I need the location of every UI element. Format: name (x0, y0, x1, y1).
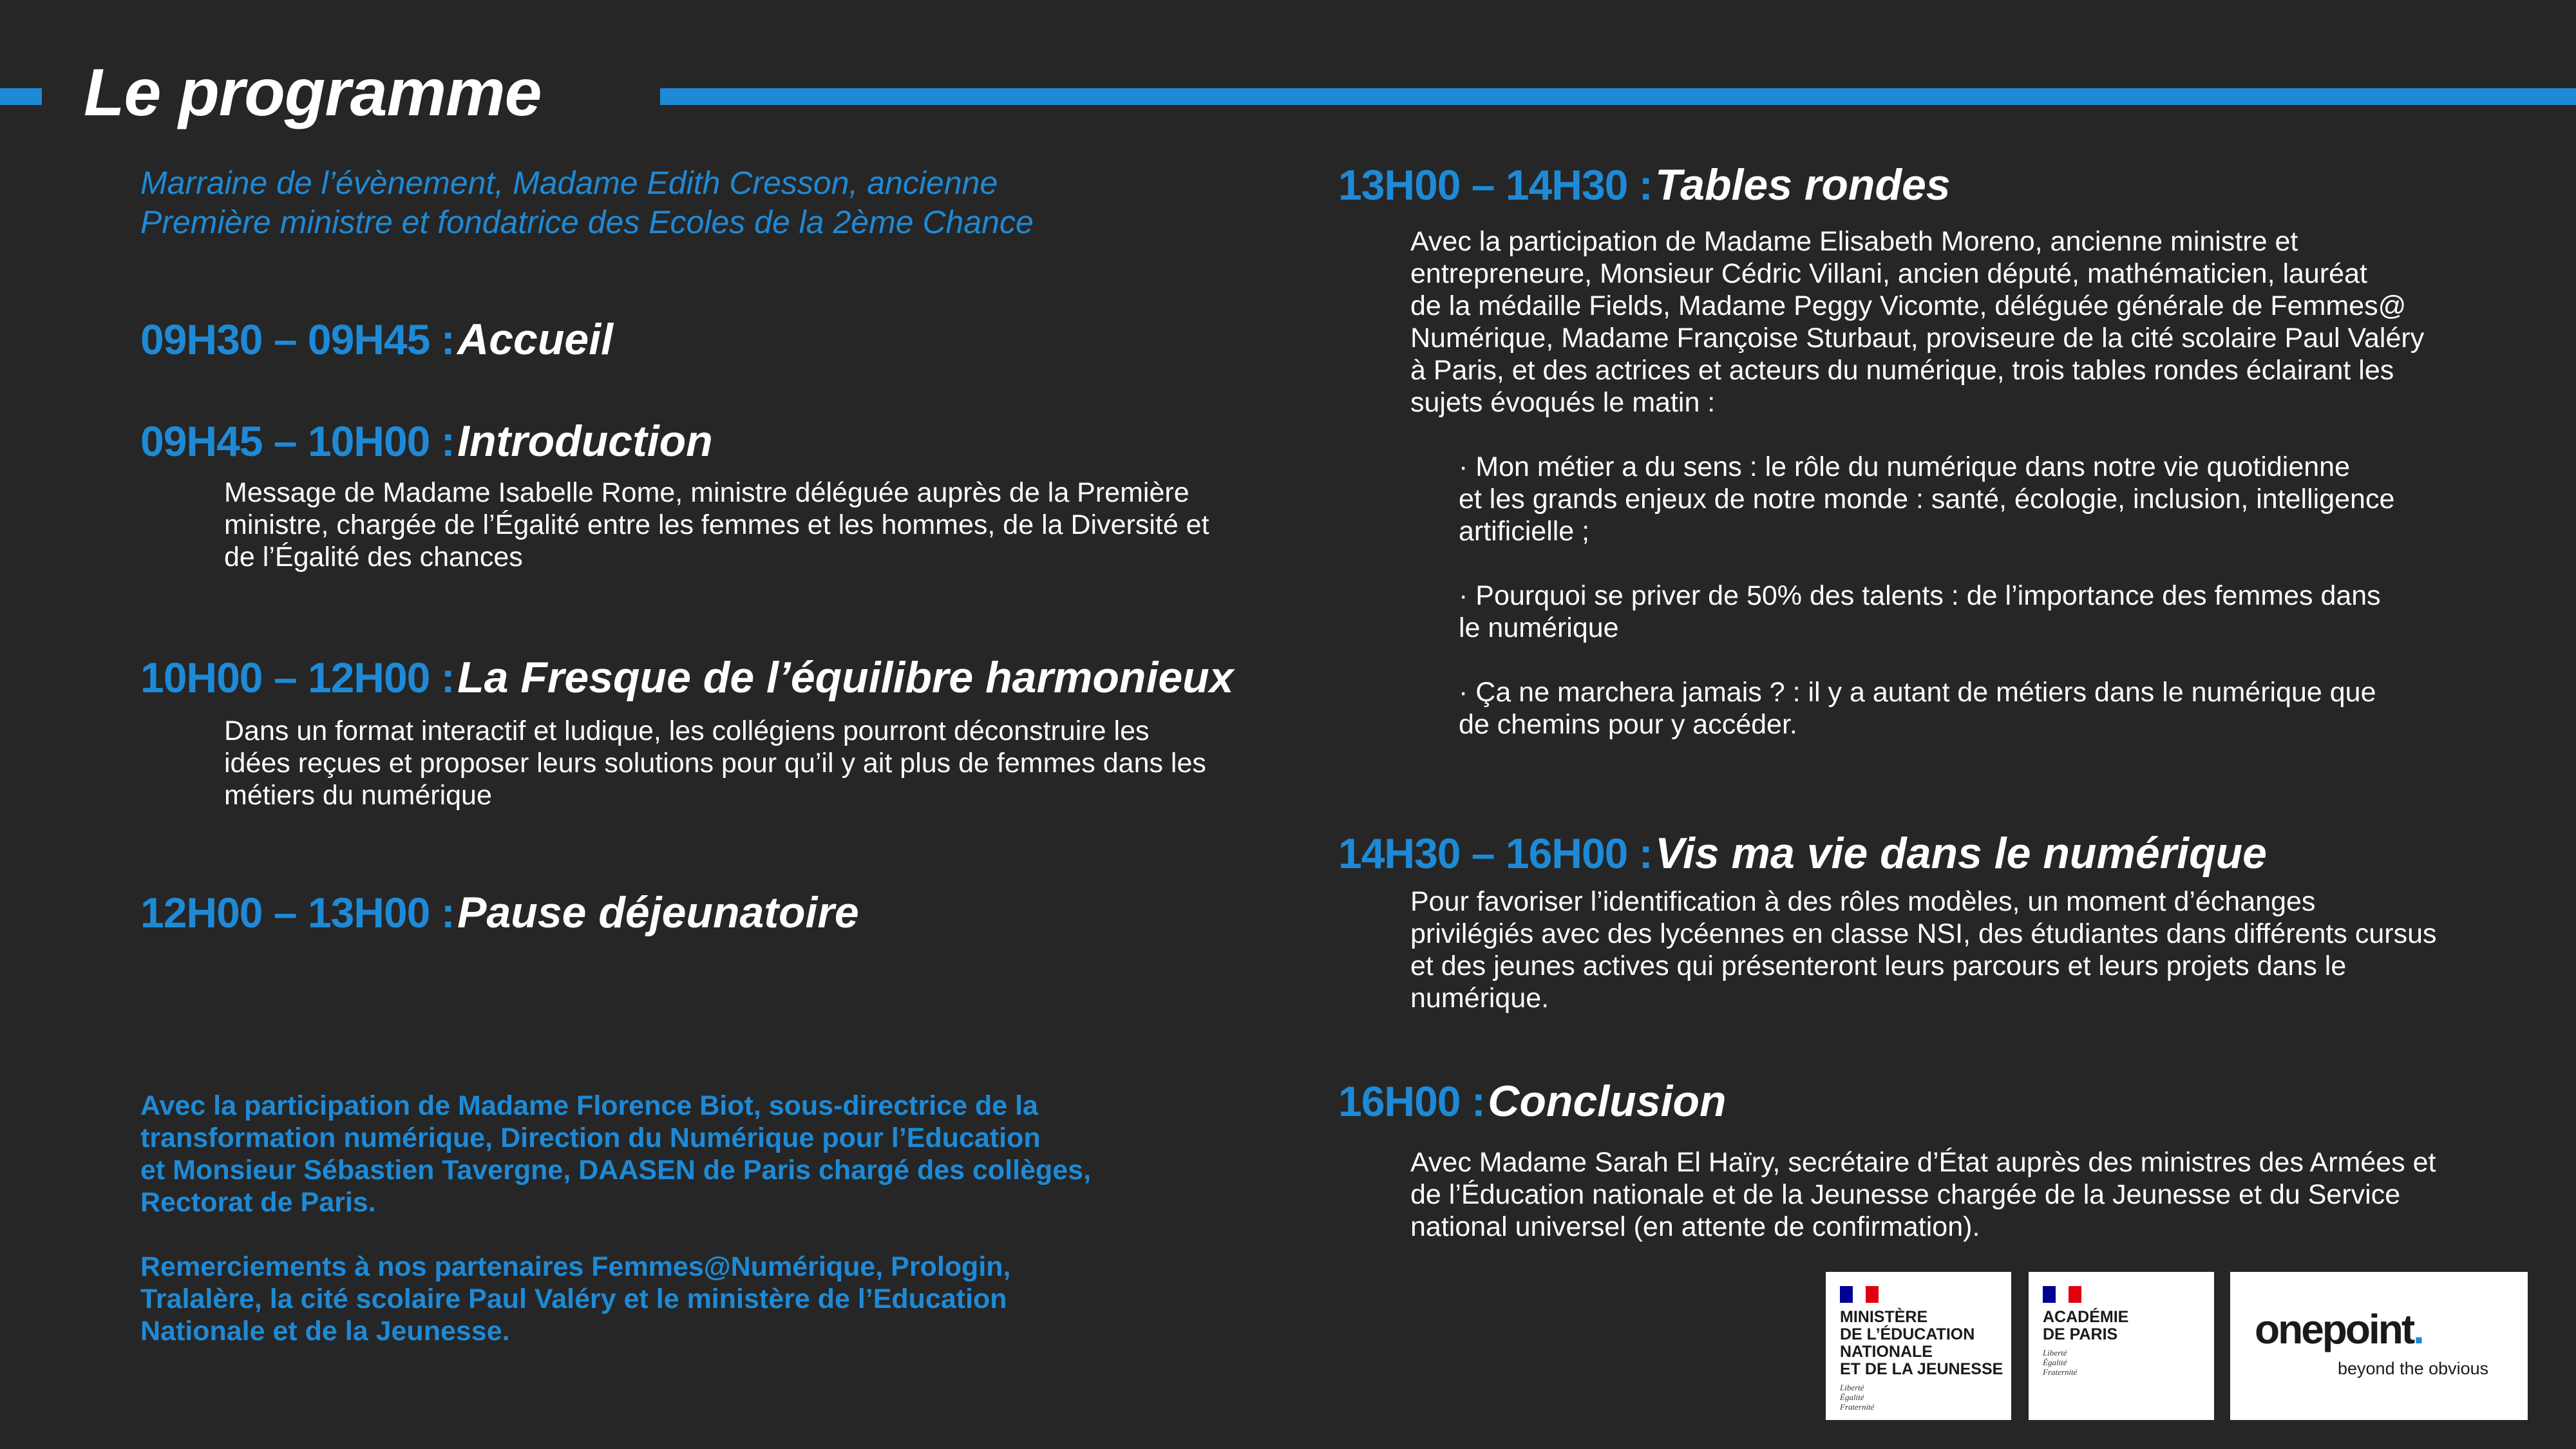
slot-tables-rondes (1338, 161, 1951, 209)
logo-onepoint (2230, 1272, 2528, 1420)
slot-time: 13H00 – 14H30 : (1338, 161, 1653, 209)
bullet-item: · Pourquoi se priver de 50% des talents : de l’importance des femmes dans le numérique (1459, 580, 2381, 643)
onepoint-tagline: beyond the obvious (2338, 1359, 2489, 1378)
slot-time: 16H00 : (1338, 1077, 1485, 1125)
slot-label: Accueil (457, 315, 614, 364)
slot-label: Tables rondes (1655, 160, 1951, 209)
marraine-text: Marraine de l’évènement, Madame Edith Cresson, ancienne Première ministre et fondatrice des Ecoles de la 2ème Chance (140, 165, 1034, 240)
introduction-description: Message de Madame Isabelle Rome, ministre déléguée auprès de la Première ministre, chargée de l’Égalité entre les femmes et les hommes, de la Diversité et de l’Égalité des chances (224, 477, 1209, 573)
slot-label: Conclusion (1488, 1077, 1727, 1126)
slot-introduction (140, 417, 713, 466)
tables-rondes-bullets (1459, 451, 2394, 741)
onepoint-wordmark: onepoint. (2255, 1306, 2423, 1352)
slot-time: 09H45 – 10H00 : (140, 417, 455, 465)
slot-time: 14H30 – 16H00 : (1338, 829, 1653, 877)
conclusion-description: Avec Madame Sarah El Haïry, secrétaire d’État auprès des ministres des Armées et de l’Éducation nationale et de la Jeunesse chargée de la Jeunesse et du Service national universel (en attente de confirmation). (1410, 1147, 2436, 1242)
page-title: Le programme (84, 55, 542, 130)
slot-label: Pause déjeunatoire (457, 888, 859, 937)
academie-motto: Liberté Égalité Fraternité (2043, 1348, 2078, 1377)
participation-text: Avec la participation de Madame Florence Biot, sous-directrice de la transformation numérique, Direction du Numérique pour l’Education et Monsieur Sébastien Tavergne, DAASEN de Paris chargé des collèges, Rectorat de Paris. (140, 1090, 1092, 1218)
slot-label: La Fresque de l’équilibre harmonieux (457, 653, 1234, 702)
academie-name: ACADÉMIE DE PARIS (2043, 1308, 2129, 1343)
marianne-flag-icon (1840, 1286, 1879, 1303)
bullet-item: · Mon métier a du sens : le rôle du numérique dans notre vie quotidienne et les grands enjeux de notre monde : santé, écologie, inclusion, intelligence artificielle ; (1459, 451, 2395, 547)
slot-accueil (140, 316, 613, 364)
vis-ma-vie-description: Pour favoriser l’identification à des rôles modèles, un moment d’échanges privilégiés avec des lycéennes en classe NSI, des étudiantes dans différents cursus et des jeunes actives qui présenteront leurs parcours et leurs projets dans le numérique. (1410, 886, 2437, 1014)
slot-conclusion (1338, 1077, 1726, 1126)
ministere-motto: Liberté Égalité Fraternité (1840, 1383, 1875, 1412)
fresque-description: Dans un format interactif et ludique, les collégiens pourront déconstruire les idées reçues et proposer leurs solutions pour qu’il y ait plus de femmes dans les métiers du numérique (224, 715, 1206, 811)
header-bar-right (660, 88, 2576, 105)
slot-time: 09H30 – 09H45 : (140, 316, 455, 363)
slot-pause (140, 889, 859, 937)
ministere-name: MINISTÈRE DE L’ÉDUCATION NATIONALE ET DE LA JEUNESSE (1840, 1308, 2003, 1378)
logo-academie (2029, 1272, 2214, 1420)
slot-fresque (140, 654, 1234, 702)
slot-vis-ma-vie (1338, 829, 2267, 878)
slot-label: Introduction (457, 417, 713, 466)
tables-rondes-description: Avec la participation de Madame Elisabeth Moreno, ancienne ministre et entrepreneure, Monsieur Cédric Villani, ancien député, mathématicien, lauréat de la médaille Fields, Madame Peggy Vicomte, déléguée générale de Femmes@ Numérique, Madame Françoise Sturbaut, proviseure de la cité scolaire Paul Valéry à Paris, et des actrices et acteurs du numérique, trois tables rondes éclairant les sujets évoqués le matin : (1410, 226, 2425, 418)
remerciements-text: Remerciements à nos partenaires Femmes@Numérique, Prologin, Tralalère, la cité scolaire Paul Valéry et le ministère de l’Education Nationale et de la Jeunesse. (140, 1251, 1011, 1347)
header-bar-left (0, 88, 42, 105)
marianne-flag-icon (2043, 1286, 2081, 1303)
slot-time: 10H00 – 12H00 : (140, 654, 455, 701)
bullet-item: · Ça ne marchera jamais ? : il y a autant de métiers dans le numérique que de chemins pour y accéder. (1459, 677, 2376, 740)
slot-label: Vis ma vie dans le numérique (1655, 829, 2267, 878)
slot-time: 12H00 – 13H00 : (140, 889, 455, 936)
logo-ministere (1826, 1272, 2011, 1420)
